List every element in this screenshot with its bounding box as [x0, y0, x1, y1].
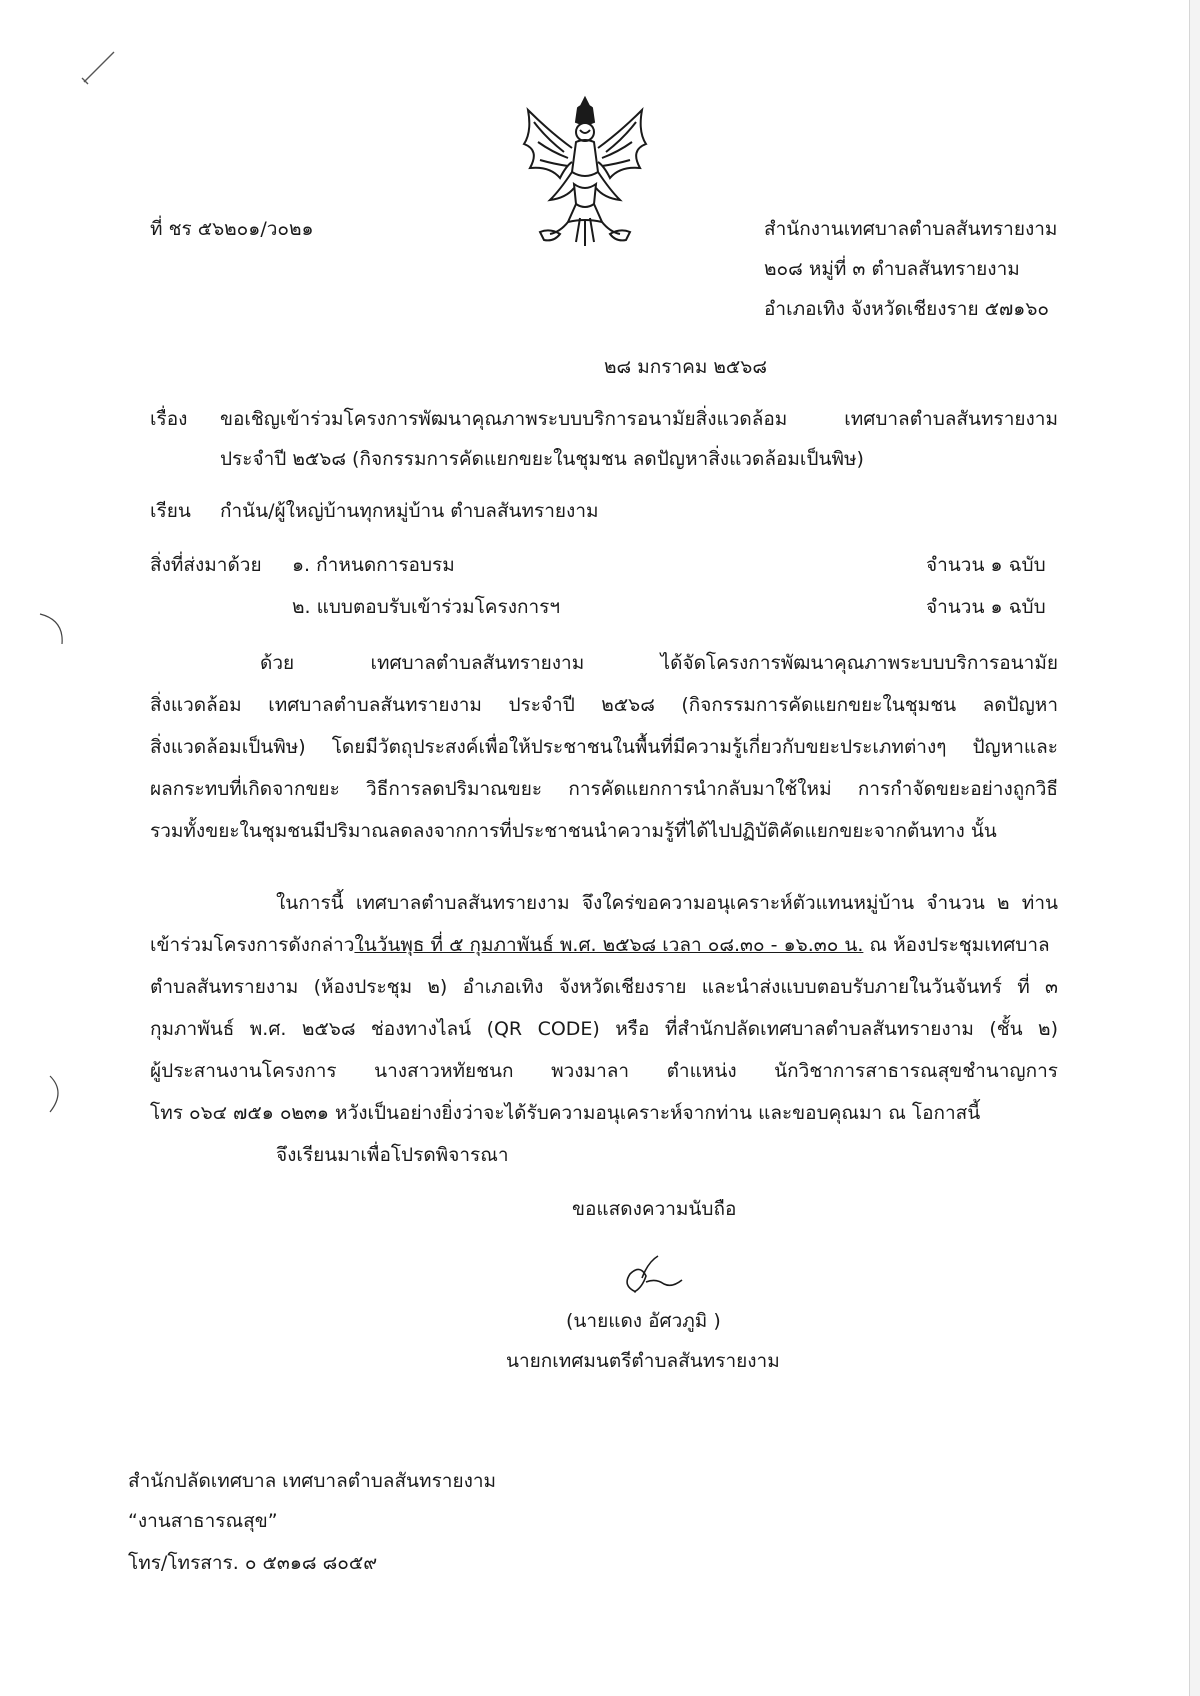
subject-line: ประจำปี ๒๕๖๘ (กิจกรรมการคัดแยกขยะในชุมชน ลดปัญหาสิ่งแวดล้อมเป็นพิษ) [220, 448, 864, 470]
body-paragraph-line: ในการนี้ เทศบาลตำบลสันทรายงาม จึงใคร่ขอความอนุเคราะห์ตัวแทนหมู่บ้าน จำนวน ๒ ท่าน [276, 892, 1058, 914]
enclosure-qty: จำนวน ๑ ฉบับ [926, 596, 1046, 618]
footer-office: สำนักปลัดเทศบาล เทศบาลตำบลสันทรายงาม [128, 1470, 497, 1492]
event-date-time: ในวันพุธ ที่ ๕ กุมภาพันธ์ พ.ศ. ๒๕๖๘ เวลา ๐๘.๓๐ - ๑๖.๓๐ น. [354, 934, 864, 956]
enclosures-label: สิ่งที่ส่งมาด้วย [150, 554, 262, 576]
signer-position: นายกเทศมนตรีตำบลสันทรายงาม [506, 1350, 780, 1372]
footer-phone: โทร/โทรสาร. ๐ ๕๓๑๘ ๘๐๕๙ [128, 1552, 378, 1574]
text-run: ณ ห้องประชุมเทศบาล [863, 934, 1050, 956]
signer-name: (นายแดง อัศวภูมิ ) [566, 1310, 721, 1332]
body-paragraph-line: กุมภาพันธ์ พ.ศ. ๒๕๖๘ ช่องทางไลน์ (QR CODE) หรือ ที่สำนักปลัดเทศบาลตำบลสันทรายงาม (ชั้น ๒) [150, 1018, 1058, 1040]
reference-number: ที่ ชร ๕๖๒๐๑/ว๐๒๑ [150, 218, 314, 240]
body-paragraph-line: สิ่งแวดล้อม เทศบาลตำบลสันทรายงาม ประจำปี ๒๕๖๘ (กิจกรรมการคัดแยกขยะในชุมชน ลดปัญหา [150, 694, 1058, 716]
enclosure-qty: จำนวน ๑ ฉบับ [926, 554, 1046, 576]
hole-punch-mark [40, 1074, 70, 1114]
body-paragraph-line: สิ่งแวดล้อมเป็นพิษ) โดยมีวัตถุประสงค์เพื่อให้ประชาชนในพื้นที่มีความรู้เกี่ยวกับขยะประเภทต่างๆ ปัญหาและ [150, 736, 1058, 758]
regards-text: ขอแสดงความนับถือ [572, 1198, 737, 1220]
subject-line: ขอเชิญเข้าร่วมโครงการพัฒนาคุณภาพระบบบริการอนามัยสิ่งแวดล้อม เทศบาลตำบลสันทรายงาม [220, 408, 1058, 430]
body-paragraph-line: ผู้ประสานงานโครงการ นางสาวหทัยชนก พวงมาลา ตำแหน่ง นักวิชาการสาธารณสุขชำนาญการ [150, 1060, 1058, 1082]
office-name: สำนักงานเทศบาลตำบลสันทรายงาม [764, 218, 1058, 240]
body-paragraph-line: รวมทั้งขยะในชุมชนมีปริมาณลดลงจากการที่ประชาชนนำความรู้ที่ได้ไปปฏิบัติคัดแยกขยะจากต้นทาง นั้น [150, 820, 997, 842]
body-paragraph-line: ด้วย เทศบาลตำบลสันทรายงาม ได้จัดโครงการพัฒนาคุณภาพระบบบริการอนามัย [260, 652, 1058, 674]
office-address-line: ๒๐๘ หมู่ที่ ๓ ตำบลสันทรายงาม [764, 258, 1020, 280]
addressee-text: กำนัน/ผู้ใหญ่บ้านทุกหมู่บ้าน ตำบลสันทรายงาม [220, 500, 599, 522]
page-edge-shadow [1189, 0, 1200, 1696]
text-run: เข้าร่วมโครงการดังกล่าว [150, 934, 355, 956]
office-district-line: อำเภอเทิง จังหวัดเชียงราย ๕๗๑๖๐ [764, 298, 1050, 320]
handwritten-signature [612, 1252, 692, 1302]
subject-label: เรื่อง [150, 408, 188, 430]
enclosure-item: ๑. กำหนดการอบรม [292, 554, 455, 576]
closing-sentence: จึงเรียนมาเพื่อโปรดพิจารณา [276, 1144, 509, 1166]
hole-punch-mark [34, 610, 74, 650]
body-paragraph-line [150, 932, 1050, 958]
addressee-label: เรียน [150, 500, 191, 522]
body-paragraph-line: ผลกระทบที่เกิดจากขยะ วิธีการลดปริมาณขยะ การคัดแยกการนำกลับมาใช้ใหม่ การกำจัดขยะอย่างถูกวิธี [150, 778, 1058, 800]
footer-division: “งานสาธารณสุข” [128, 1510, 278, 1532]
letter-date: ๒๘ มกราคม ๒๕๖๘ [604, 356, 768, 378]
pen-stroke-mark [78, 48, 118, 88]
body-paragraph-line: โทร ๐๖๔ ๗๕๑ ๐๒๓๑ หวังเป็นอย่างยิ่งว่าจะได้รับความอนุเคราะห์จากท่าน และขอบคุณมา ณ โอกาสนี้ [150, 1102, 981, 1124]
body-paragraph-line: ตำบลสันทรายงาม (ห้องประชุม ๒) อำเภอเทิง จังหวัดเชียงราย และนำส่งแบบตอบรับภายในวันจันทร์ ที่ ๓ [150, 976, 1058, 998]
garuda-emblem [510, 92, 660, 252]
enclosure-item: ๒. แบบตอบรับเข้าร่วมโครงการฯ [292, 596, 561, 618]
